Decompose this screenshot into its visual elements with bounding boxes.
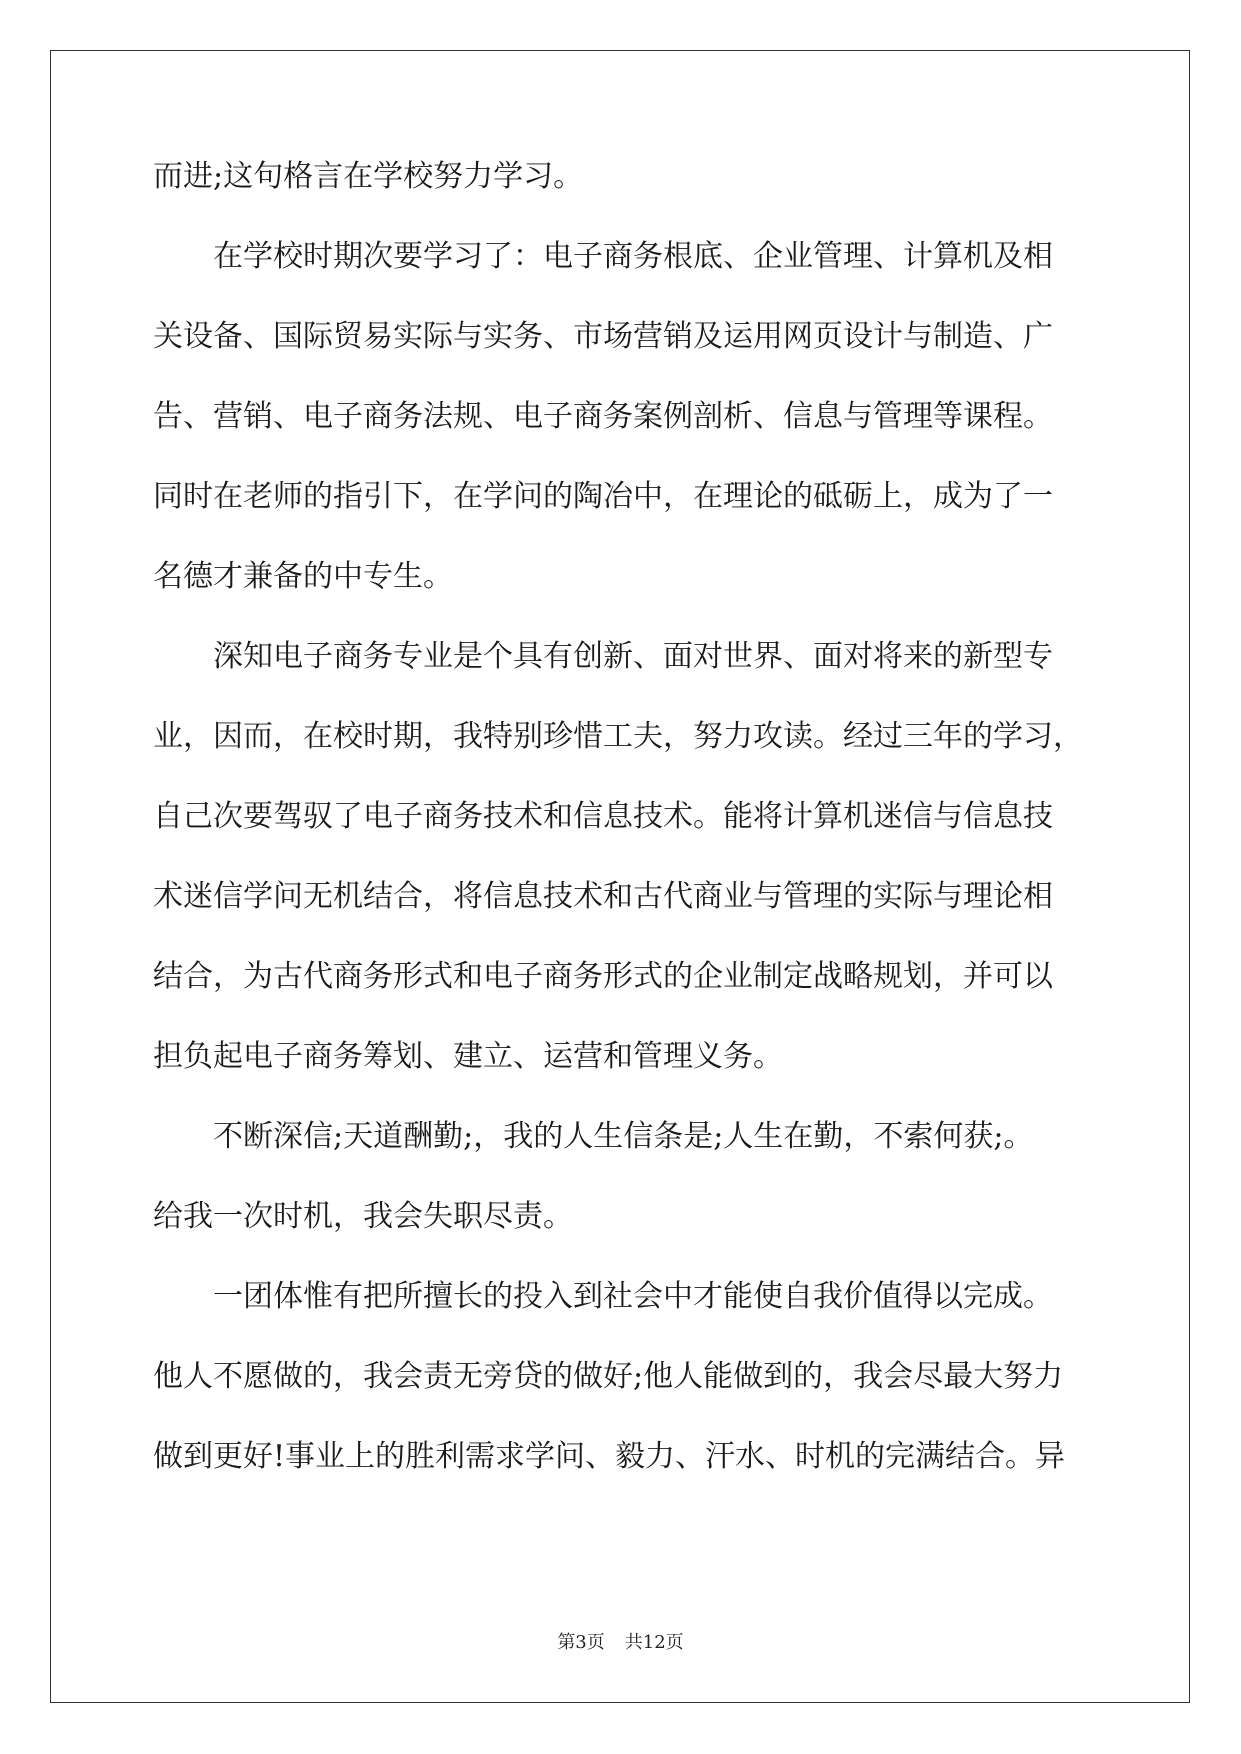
text-line: 同时在老师的指引下，在学问的陶冶中，在理论的砥砺上，成为了一 (153, 479, 1053, 514)
text-line: 担负起电子商务筹划、建立、运营和管理义务。 (153, 1039, 783, 1074)
text-line: 不断深信;天道酬勤;，我的人生信条是;人生在勤，不索何获;。 (213, 1119, 1034, 1154)
page-total: 共12页 (624, 1632, 684, 1653)
text-line: 告、营销、电子商务法规、电子商务案例剖析、信息与管理等课程。 (153, 399, 1053, 434)
text-line: 他人不愿做的，我会责无旁贷的做好;他人能做到的，我会尽最大努力 (153, 1359, 1064, 1394)
text-line: 而进;这句格言在学校努力学习。 (153, 159, 584, 194)
text-line: 结合，为古代商务形式和电子商务形式的企业制定战略规划，并可以 (153, 959, 1053, 994)
text-line: 业，因而，在校时期，我特别珍惜工夫，努力攻读。经过三年的学习， (153, 719, 1083, 754)
document-body (153, 157, 1093, 1517)
text-line: 术迷信学问无机结合，将信息技术和古代商业与管理的实际与理论相 (153, 879, 1053, 914)
text-line: 名德才兼备的中专生。 (153, 559, 453, 594)
text-line: 关设备、国际贸易实际与实务、市场营销及运用网页设计与制造、广 (153, 319, 1053, 354)
text-line: 在学校时期次要学习了：电子商务根底、企业管理、计算机及相 (213, 239, 1053, 274)
page-number: 第3页 (557, 1632, 605, 1653)
text-line: 一团体惟有把所擅长的投入到社会中才能使自我价值得以完成。 (213, 1279, 1053, 1314)
text-line: 自己次要驾驭了电子商务技术和信息技术。能将计算机迷信与信息技 (153, 799, 1053, 834)
text-line: 深知电子商务专业是个具有创新、面对世界、面对将来的新型专 (213, 639, 1053, 674)
page-footer (0, 1631, 1241, 1655)
text-line: 做到更好!事业上的胜利需求学问、毅力、汗水、时机的完满结合。异 (153, 1439, 1066, 1474)
text-line: 给我一次时机，我会失职尽责。 (153, 1199, 573, 1234)
